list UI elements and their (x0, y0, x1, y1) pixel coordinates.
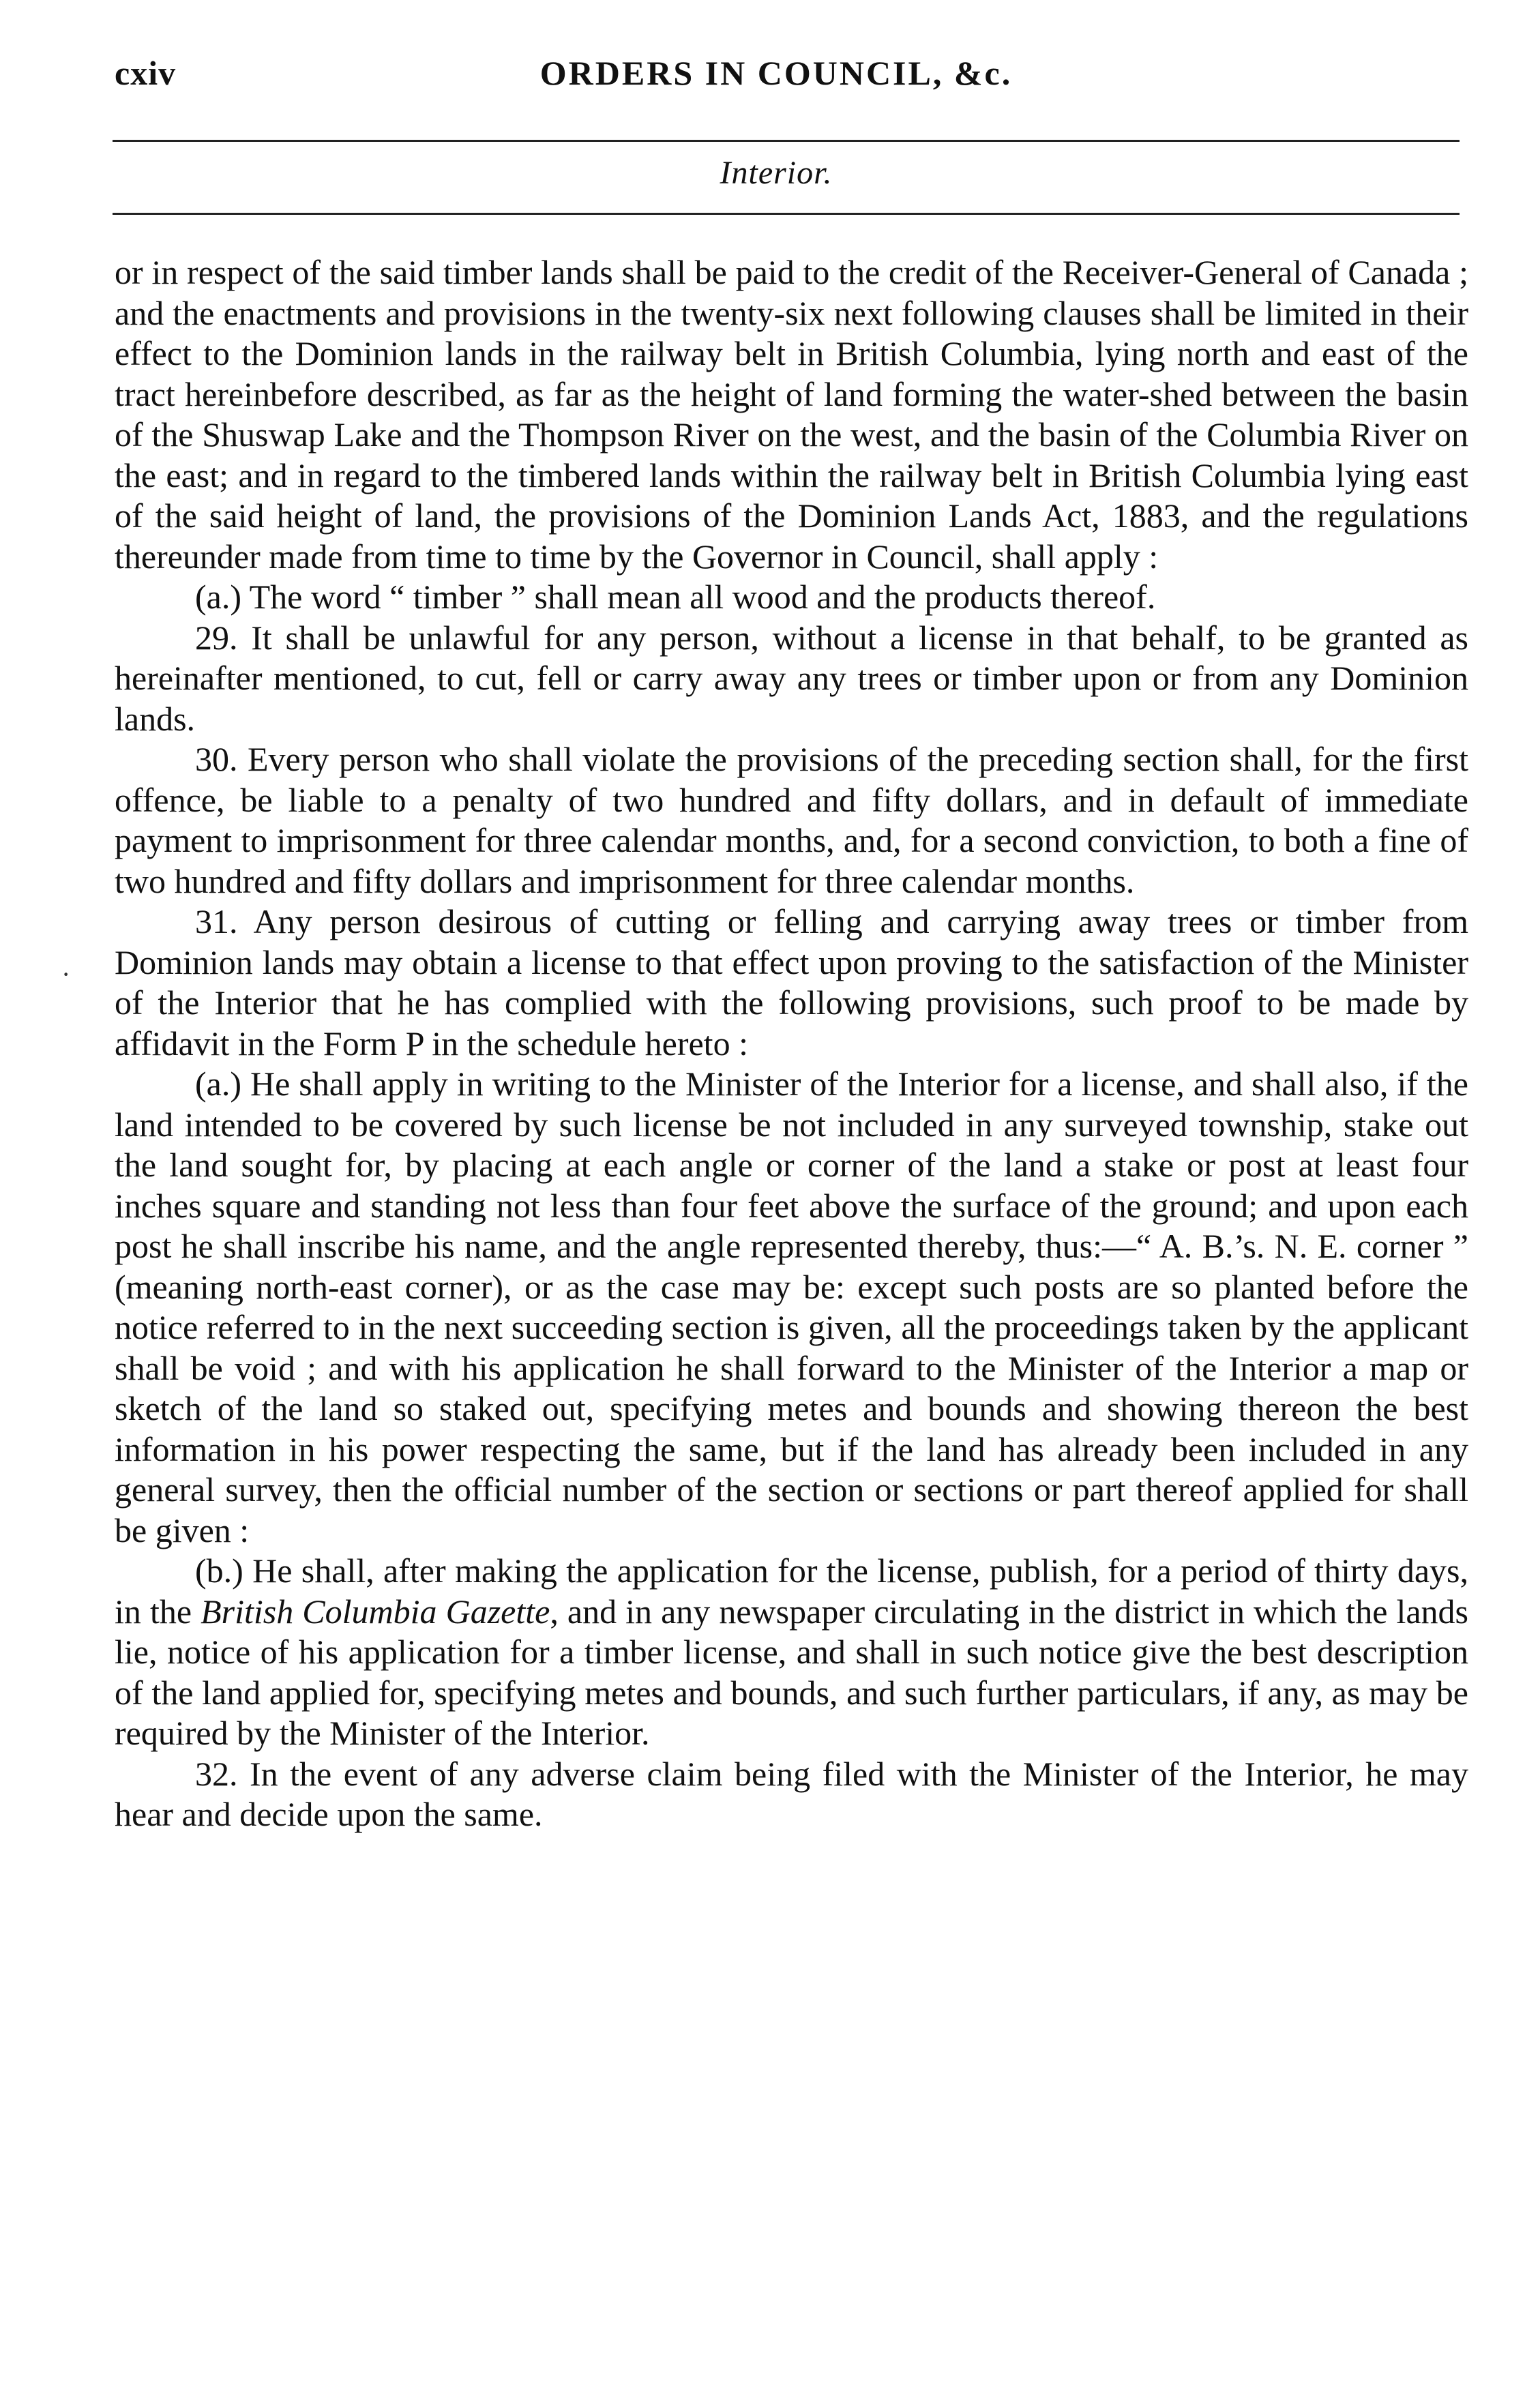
paragraph-continuation: or in respect of the said timber lands shall be paid to the credit of the Receiver-General of Canada ; and the enactments and provisions in the twenty-six next following clauses shall be limited in their effect to the Dominion lands in the railway belt in British Columbia, lying north and east of the tract hereinbefore described, as far as the height of land forming the water-shed between the basin of the Shuswap Lake and the Thompson River on the west, and the basin of the Columbia River on the east; and in regard to the timbered lands within the railway belt in British Columbia lying east of the said height of land, the provisions of the Dominion Lands Act, 1883, and the regulations thereunder made from time to time by the Governor in Council, shall apply : (115, 253, 1468, 576)
paragraph-timber-definition: (a.) The word “ timber ” shall mean all wood and the products thereof. (195, 578, 1156, 616)
paragraph-b-end: , and in any newspaper circulating in the district in which the lands lie, notice of his application for a timber license, and shall in such notice give the best description of the land applied for, specifying metes and bounds, and such further particulars, if any, as may be required by the Minister of the Interior. (115, 1592, 1468, 1752)
paragraph-section-31-a: (a.) He shall apply in writing to the Minister of the Interior for a license, and shall also, if the land intended to be covered by such license be not included in any surveyed township, stake out the land sought for, by placing at each angle or corner of the land a stake or post at least four inches square and standing not less than four feet above the surface of the ground; and upon each post he shall inscribe his name, and the angle represented thereby, thus:—“ A. B.’s. N. E. corner ” (meaning north-east corner), or as the case may be: except such posts are so planted before the notice referred to in the next succeeding section is given, all the proceedings taken by the applicant shall be void ; and with his application he shall forward to the Minister of the Interior a map or sketch of the land so staked out, specifying metes and bounds and showing thereon the best information in his power respecting the same, but if the land has already been included in any general survey, then the official number of the section or sections or part thereof applied for shall be given : (115, 1065, 1468, 1549)
paragraph-b-start: (b.) He shall, after making the application for the license, publish, for a period of thirty days, in the (115, 1551, 1468, 1631)
paragraph-section-31-b (115, 1551, 1468, 1754)
section-heading: Interior. (720, 155, 833, 191)
paragraph-section-32: 32. In the event of any adverse claim being filed with the Minister of the Interior, he may hear and decide upon the same. (115, 1754, 1468, 1833)
body-text (115, 252, 1468, 1835)
running-title: ORDERS IN COUNCIL, &c. (539, 54, 1013, 92)
paragraph-section-30: 30. Every person who shall violate the provisions of the preceding section shall, for the first offence, be liable to a penalty of two hundred and fifty dollars, and in default of immediate payment to imprisonment for three calendar months, and, for a second conviction, to both a fine of two hundred and fifty dollars and imprisonment for three calendar months. (115, 740, 1468, 900)
page-number: cxiv (115, 54, 177, 92)
header-rule-top (113, 140, 1460, 142)
paragraph-section-31: 31. Any person desirous of cutting or felling and carrying away trees or timber from Dominion lands may obtain a license to that effect upon proving to the satisfaction of the Minister of the Interior that he has complied with the following provisions, such proof to be made by affidavit in the Form P in the schedule hereto : (115, 902, 1468, 1063)
gazette-title: British Columbia Gazette (201, 1592, 550, 1631)
paragraph-section-29: 29. It shall be unlawful for any person, without a license in that behalf, to be granted as hereinafter mentioned, to cut, fell or carry away any trees or timber upon or from any Dominion lands. (115, 618, 1468, 738)
header-rule-bottom (113, 213, 1460, 215)
margin-mark: · (61, 959, 71, 990)
